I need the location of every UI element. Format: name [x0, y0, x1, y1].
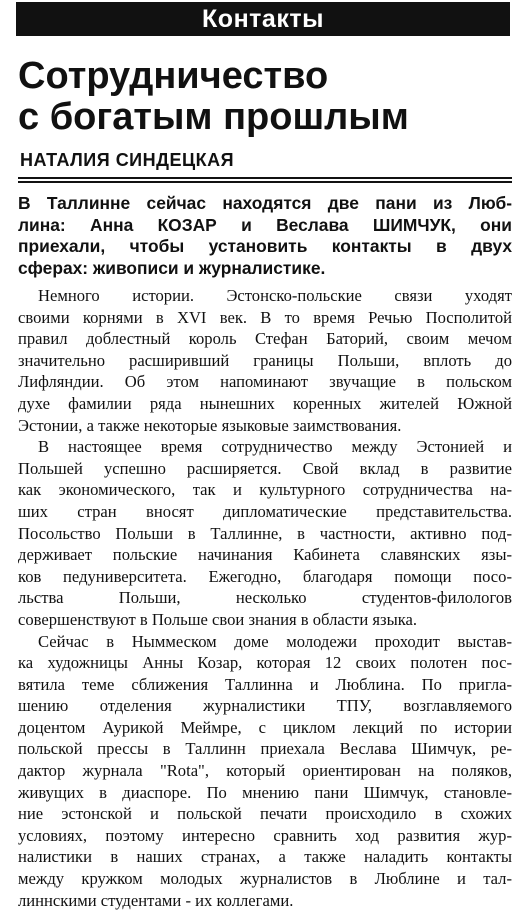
byline-rule: [18, 177, 512, 179]
lead-line: лина: Анна КОЗАР и Веслава ШИМЧУК, они: [18, 215, 512, 237]
headline: [18, 56, 512, 138]
body-line: шению отделения журналистики ТПУ, возглавляемого: [18, 695, 512, 717]
body-line: духе фамилии ряда нынешних коренных жителей Южной: [18, 393, 512, 415]
body-line: правил доблестный король Стефан Баторий, своим мечом: [18, 328, 512, 350]
article-body: [18, 285, 512, 911]
body-line: ков педуниверситета. Ежегодно, благодаря помощи посо-: [18, 566, 512, 588]
body-line: Сейчас в Ныммеском доме молодежи проходит выстав-: [18, 631, 512, 653]
headline-line: Сотрудничество: [18, 56, 512, 97]
lead-line: В Таллинне сейчас находятся две пани из Люб-: [18, 193, 512, 215]
body-line: В настоящее время сотрудничество между Эстонией и: [18, 436, 512, 458]
body-line: Польшей успешно расширяется. Свой вклад в развитие: [18, 458, 512, 480]
author-byline: НАТАЛИЯ СИНДЕЦКАЯ: [20, 150, 234, 171]
paragraph-exhibition: [18, 631, 512, 911]
body-line: между кружком молодых журналистов в Люблине и тал-: [18, 868, 512, 890]
body-line: льства Польши, несколько студентов-филологов: [18, 587, 512, 609]
body-line: как экономического, так и культурного сотрудничества на-: [18, 479, 512, 501]
lead-paragraph: [18, 193, 512, 279]
body-line: вятила теме сближения Таллинна и Люблина. По пригла-: [18, 674, 512, 696]
body-line: Немного истории. Эстонско-польские связи уходят: [18, 285, 512, 307]
byline-rule-second: [18, 181, 512, 183]
lead-line: приехали, чтобы установить контакты в двух: [18, 236, 512, 258]
body-line: Эстонии, а также некоторые языковые заимствования.: [18, 415, 512, 437]
body-line: условиях, поэтому интересно сравнить ход развития жур-: [18, 825, 512, 847]
body-line: Лифляндии. Об этом напоминают звучащие в польском: [18, 371, 512, 393]
body-line: значительно расширивший границы Польши, вплоть до: [18, 350, 512, 372]
body-line: ших стран вносят дипломатические представительства.: [18, 501, 512, 523]
body-line: своими корнями в XVI век. В то время Речью Посполитой: [18, 307, 512, 329]
body-line: ние эстонской и польской печати происходило в схожих: [18, 803, 512, 825]
body-line: налистики в наших странах, а также наладить контакты: [18, 846, 512, 868]
body-line: линнскими студентами - их коллегами.: [18, 890, 512, 911]
paragraph-cooperation: [18, 436, 512, 630]
paragraph-history: [18, 285, 512, 436]
body-line: доцентом Аурикой Меймре, с циклом лекций по истории: [18, 717, 512, 739]
headline-line: с богатым прошлым: [18, 97, 512, 138]
body-line: ка художницы Анны Козар, которая 12 своих полотен пос-: [18, 652, 512, 674]
body-line: держивает польские начинания Кабинета славянских язы-: [18, 544, 512, 566]
body-line: дактор журнала "Rota", который ориентирован на поляков,: [18, 760, 512, 782]
body-line: совершенствуют в Польше свои знания в области языка.: [18, 609, 512, 631]
section-rubric: Контакты: [16, 2, 510, 36]
lead-line: сферах: живописи и журналистике.: [18, 258, 512, 280]
body-line: Посольство Польши в Таллинне, в частности, активно под-: [18, 523, 512, 545]
body-line: живущих в диаспоре. По мнению пани Шимчук, становле-: [18, 782, 512, 804]
body-line: польской прессы в Таллинн приехала Веслава Шимчук, ре-: [18, 738, 512, 760]
